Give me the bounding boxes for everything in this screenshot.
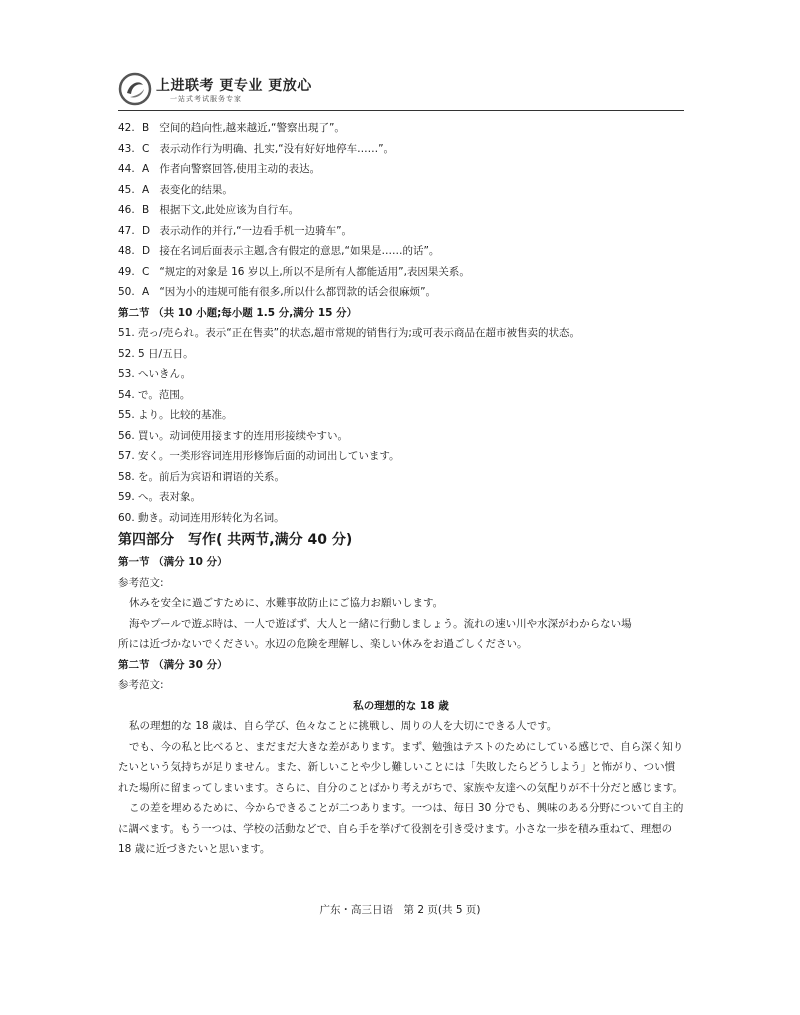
answer-explanation: 表示动作行为明确、扎实,“没有好好地停车……”。 (159, 142, 395, 155)
brand-name: 上进联考 更专业 更放心 (156, 78, 312, 94)
page-footer: 广东・高三日语 第 2 页(共 5 页) (319, 904, 481, 916)
answer-explanation: 作者向警察回答,使用主动的表达。 (159, 163, 321, 175)
answer-number: 49. (118, 265, 135, 278)
answer-row (118, 262, 684, 283)
answer-letter: A (142, 163, 150, 175)
fill-answer-row: 57. 安く。一类形容词连用形修饰后面的动词出しています。 (118, 450, 400, 462)
sample-text-line: 所には近づかないでください。水辺の危険を理解し、楽しい休みをお過ごしください。 (118, 638, 528, 650)
fill-answer-list (118, 323, 684, 528)
sample-text-line: 海やプールで遊ぶ時は、一人で遊ばず、大人と一緒に行動しましょう。流れの速い川や水深がわからない場 (129, 617, 632, 630)
answer-explanation: 根据下文,此处应该为自行车。 (159, 204, 300, 216)
answer-letter: D (142, 245, 151, 257)
fill-answer-row: 58. を。前后为宾语和谓语的关系。 (118, 470, 286, 483)
answer-number: 46. (118, 204, 135, 216)
answer-number: 44. (118, 163, 135, 175)
essay-title: 私の理想的な 18 歳 (353, 699, 449, 712)
section-heading: 第二节 （共 10 小题;每小题 1.5 分,满分 15 分） (118, 306, 358, 319)
fill-answer-row: 52. 5 日/五日。 (118, 347, 194, 360)
header-divider (118, 110, 684, 111)
section-heading: 第一节 （满分 10 分） (118, 556, 228, 568)
answer-row (118, 221, 684, 242)
sample-label: 参考范文: (118, 679, 164, 691)
fill-answer-row: 54. で。范围。 (118, 388, 191, 401)
answer-letter: D (142, 224, 151, 237)
answer-number: 47. (118, 224, 135, 237)
answer-row (118, 139, 684, 160)
essay-paragraph: この差を埋めるために、今からできることが二つあります。一つは、毎日 30 分でも、興味のある分野について自主的に調べます。もう一つは、学校の活動などで、自ら手を挙げて役割を引き受けます。小さな一歩を積み重ねて、理想の 18 歳に近づきたいと思います。 (118, 802, 684, 855)
essay-paragraph: でも、今の私と比べると、まだまだ大きな差があります。まず、勉強はテストのためにしている感じで、自ら深く知りたいという気持ちが足りません。また、新しいことや少し難しいことには「失敗したらどうしよう」と怖がり、つい慣れた場所に留まってしまいます。さらに、自分のことばかり考えがちで、家族や友達への気配りが不十分だと感じます。 (118, 740, 684, 794)
answer-number: 42. (118, 122, 135, 134)
answer-row (118, 118, 684, 139)
part-heading: 第四部分 写作( 共两节,满分 40 分) (118, 532, 353, 548)
answer-number: 50. (118, 286, 135, 298)
fill-answer-row: 53. へいきん。 (118, 368, 192, 380)
answer-row (118, 200, 684, 221)
answer-letter: B (142, 122, 150, 134)
answer-letter: B (142, 204, 150, 216)
answer-row (118, 282, 684, 303)
answer-explanation: “规定的对象是 16 岁以上,所以不是所有人都能适用”,表因果关系。 (159, 265, 470, 278)
answer-row (118, 159, 684, 180)
answer-number: 43. (118, 142, 135, 155)
fill-answer-row: 55. より。比较的基准。 (118, 409, 233, 421)
answer-letter: C (142, 142, 150, 155)
fill-answer-row: 60. 動き。动词连用形转化为名词。 (118, 511, 285, 524)
brand-logo (118, 72, 152, 106)
fill-answer-row: 59. へ。表对象。 (118, 491, 202, 503)
essay-paragraph: 私の理想的な 18 歳は、自ら学び、色々なことに挑戦し、周りの人を大切にできる人です。 (129, 720, 558, 732)
answer-number: 45. (118, 183, 135, 196)
answer-content (118, 118, 684, 860)
answer-explanation: 空间的趋向性,越来越近,“警察出現了”。 (159, 122, 345, 134)
answer-explanation: 接在名词后面表示主题,含有假定的意思,“如果是……的话”。 (159, 245, 440, 257)
answer-letter: A (142, 286, 150, 298)
answer-explanation: 表示动作的并行,“一边看手机一边骑车”。 (159, 224, 353, 237)
fill-answer-row: 51. 売っ/売られ。表示“正在售卖”的状态,超市常规的销售行为;或可表示商品在超市被售卖的状态。 (118, 327, 580, 339)
answer-number: 48. (118, 245, 135, 257)
choice-answer-list (118, 118, 684, 303)
sample-label: 参考范文: (118, 576, 164, 589)
fill-answer-row: 56. 買い。动词使用接ます的连用形接续やすい。 (118, 429, 349, 442)
answer-row (118, 180, 684, 201)
answer-explanation: 表变化的结果。 (159, 183, 233, 196)
answer-letter: A (142, 183, 150, 196)
section-heading: 第二节 （满分 30 分） (118, 658, 228, 671)
brand-tagline: 一站式考试服务专家 (170, 95, 242, 103)
sample-text-line: 休みを安全に過ごすために、水難事故防止にご協力お願いします。 (129, 597, 444, 609)
answer-row (118, 241, 684, 262)
answer-letter: C (142, 265, 150, 278)
answer-explanation: “因为小的违规可能有很多,所以什么都罚款的话会很麻烦”。 (159, 286, 437, 298)
